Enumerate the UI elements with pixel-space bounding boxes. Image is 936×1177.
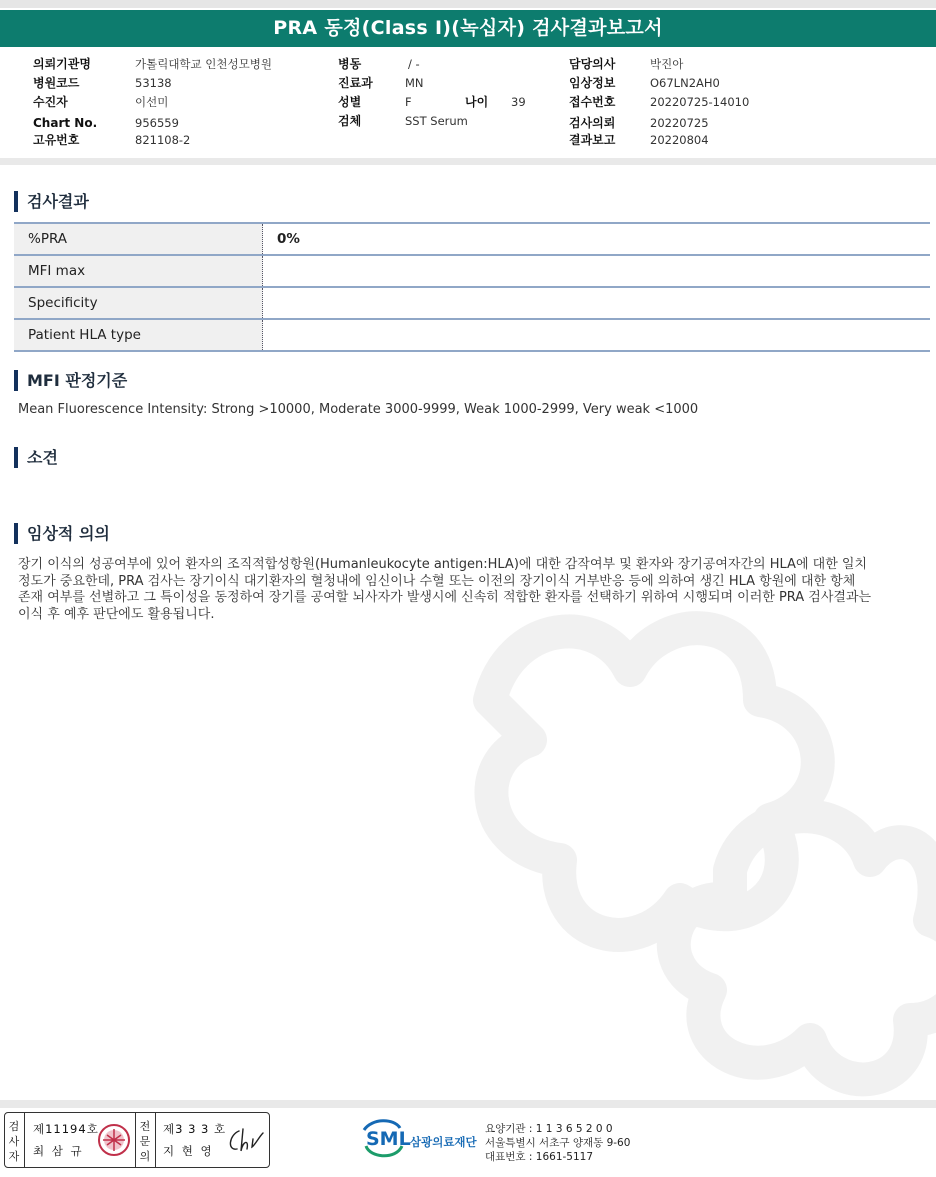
info-value: 20220725-14010 <box>650 95 750 109</box>
info-label: 병동 <box>338 57 362 71</box>
result-label: %PRA <box>14 223 263 255</box>
org-address-line: 대표번호 : 1661-5117 <box>485 1151 594 1163</box>
signature-icon <box>225 1125 265 1157</box>
info-value: 39 <box>511 95 526 109</box>
info-value: 53138 <box>135 76 172 90</box>
findings-section-title: 소견 <box>14 447 58 468</box>
specialist-role-label: 전문의 <box>139 1120 151 1163</box>
examiner-license: 제11194호 <box>33 1122 99 1136</box>
clinical-section-title: 임상적 의의 <box>14 523 110 544</box>
info-value: 956559 <box>135 116 179 130</box>
info-label: Chart No. <box>33 116 98 130</box>
results-table <box>14 222 930 352</box>
result-label: MFI max <box>14 255 263 287</box>
examiner-name: 최 삼 규 <box>33 1144 84 1158</box>
org-address-line: 요양기관 : 1 1 3 6 5 2 0 0 <box>485 1123 613 1135</box>
info-label: 접수번호 <box>569 95 616 109</box>
info-value: / - <box>408 57 420 71</box>
table-row <box>14 223 930 255</box>
info-label: 검사의뢰 <box>569 116 616 130</box>
info-label: 의뢰기관명 <box>33 57 91 71</box>
specialist-name: 지 현 영 <box>163 1144 214 1158</box>
header-divider <box>0 158 936 165</box>
info-value: 20220804 <box>650 133 709 147</box>
info-value: F <box>405 95 412 109</box>
info-value: SST Serum <box>405 114 468 128</box>
results-section-title: 검사결과 <box>14 191 89 212</box>
signature-box <box>4 1112 270 1168</box>
divider <box>155 1113 156 1167</box>
seal-stamp-icon <box>97 1123 131 1157</box>
result-value <box>263 319 931 351</box>
table-row <box>14 255 930 287</box>
top-band <box>0 0 936 8</box>
table-row <box>14 287 930 319</box>
info-label: 검체 <box>338 114 362 128</box>
info-value: 20220725 <box>650 116 709 130</box>
info-label: 담당의사 <box>569 57 616 71</box>
divider <box>24 1113 25 1167</box>
org-name: 삼광의료재단 <box>410 1135 477 1149</box>
result-value <box>263 287 931 319</box>
specialist-license: 제3 3 3 호 <box>163 1122 227 1136</box>
report-title: PRA 동정(Class I)(녹십자) 검사결과보고서 <box>0 10 936 47</box>
mfi-section-title: MFI 판정기준 <box>14 370 127 391</box>
clinical-text <box>18 557 923 623</box>
result-label: Patient HLA type <box>14 319 263 351</box>
info-label: 진료과 <box>338 76 373 90</box>
table-row <box>14 319 930 351</box>
clinical-line: 존재 여부를 선별하고 그 특이성을 동정하여 장기를 공여할 뇌사자가 발생시에 신속히 적합한 환자를 선택하기 위하여 시행되며 이러한 PRA 검사결과는 <box>18 590 872 605</box>
clinical-line: 장기 이식의 성공여부에 있어 환자의 조직적합성항원(Humanleukocyte antigen:HLA)에 대한 감작여부 및 환자와 장기공여자간의 HLA에 대한 일치 <box>18 557 867 572</box>
result-value <box>263 255 931 287</box>
info-value: 821108-2 <box>135 133 191 147</box>
info-label: 나이 <box>465 95 489 109</box>
result-label: Specificity <box>14 287 263 319</box>
mfi-criteria-text: Mean Fluorescence Intensity: Strong >10000, Moderate 3000-9999, Weak 1000-2999, Very weak <1000 <box>18 402 699 417</box>
info-value: MN <box>405 76 424 90</box>
footer-divider <box>0 1100 936 1108</box>
examiner-role-label: 검사자 <box>8 1120 20 1163</box>
org-address-line: 서울특별시 서초구 양재동 9-60 <box>485 1137 631 1149</box>
clinical-line: 정도가 중요한데, PRA 검사는 장기이식 대기환자의 혈청내에 임신이나 수혈 또는 이전의 장기이식 거부반응 등에 의하여 생긴 HLA 항원에 대한 항체 <box>18 573 856 589</box>
info-label: 성별 <box>338 95 362 109</box>
info-value: 이선미 <box>135 95 169 109</box>
info-label: 병원코드 <box>33 76 80 90</box>
clinical-line: 이식 후 예후 판단에도 활용됩니다. <box>18 606 215 622</box>
info-label: 결과보고 <box>569 133 616 147</box>
org-logo-text: SML <box>366 1128 411 1150</box>
info-value: O67LN2AH0 <box>650 76 720 90</box>
info-label: 고유번호 <box>33 133 80 147</box>
info-value: 가톨릭대학교 인천성모병원 <box>135 57 272 71</box>
info-label: 수진자 <box>33 95 68 109</box>
info-label: 임상정보 <box>569 76 616 90</box>
info-value: 박진아 <box>650 57 684 71</box>
result-value: 0% <box>263 223 931 255</box>
